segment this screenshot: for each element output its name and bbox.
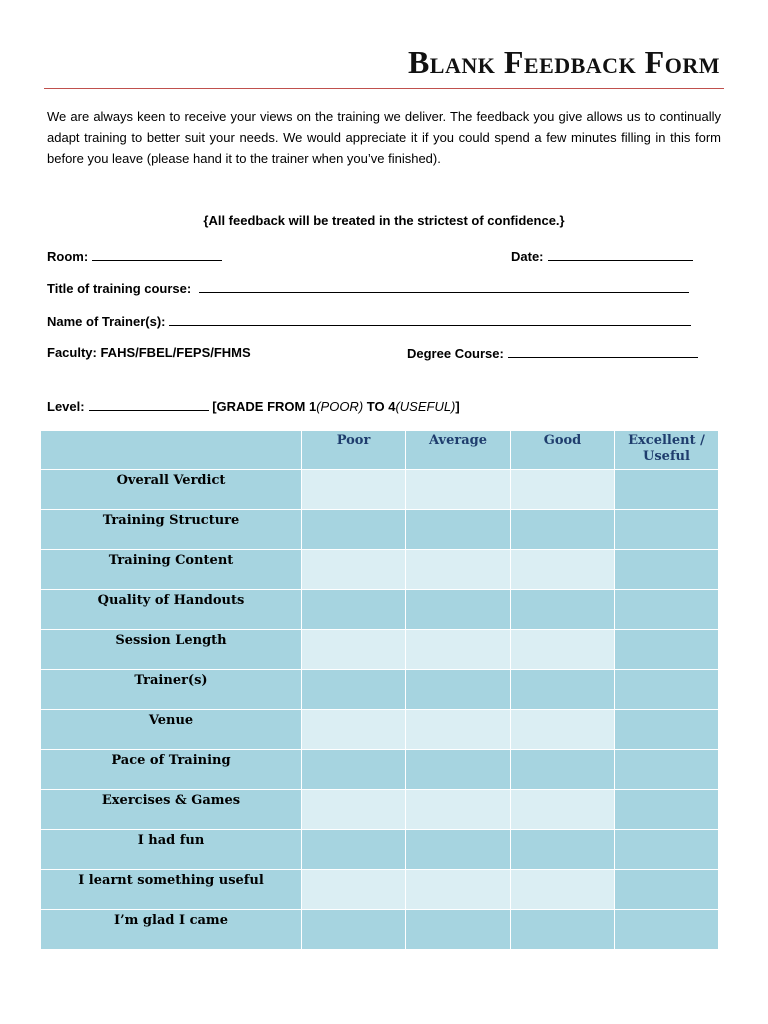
rating-cell-average[interactable]	[406, 830, 511, 870]
table-row	[41, 750, 719, 790]
criterion-label: I’m glad I came	[41, 910, 302, 950]
rating-cell-average[interactable]	[406, 790, 511, 830]
rating-cell-excellent[interactable]	[615, 750, 719, 790]
course-title-input-line[interactable]	[199, 280, 689, 293]
course-title-label: Title of training course:	[47, 281, 192, 296]
trainer-label: Name of Trainer(s):	[47, 314, 166, 329]
rating-cell-excellent[interactable]	[615, 790, 719, 830]
rating-cell-average[interactable]	[406, 670, 511, 710]
rating-cell-excellent[interactable]	[615, 870, 719, 910]
trainer-field	[47, 313, 691, 329]
table-row	[41, 910, 719, 950]
rating-cell-poor[interactable]	[302, 910, 406, 950]
table-row	[41, 830, 719, 870]
rating-cell-good[interactable]	[511, 630, 615, 670]
rating-cell-excellent[interactable]	[615, 830, 719, 870]
table-row	[41, 470, 719, 510]
page-title: Blank Feedback Form	[407, 44, 720, 80]
rating-cell-poor[interactable]	[302, 670, 406, 710]
rating-cell-good[interactable]	[511, 590, 615, 630]
degree-course-field	[407, 345, 698, 361]
rating-cell-average[interactable]	[406, 590, 511, 630]
degree-course-label: Degree Course:	[407, 346, 504, 361]
room-input-line[interactable]	[92, 248, 222, 261]
criterion-label: Quality of Handouts	[41, 590, 302, 630]
rating-cell-poor[interactable]	[302, 870, 406, 910]
header-average: Average	[406, 431, 511, 470]
room-label: Room:	[47, 249, 89, 264]
table-row	[41, 630, 719, 670]
table-row	[41, 590, 719, 630]
rating-cell-good[interactable]	[511, 830, 615, 870]
rating-cell-poor[interactable]	[302, 790, 406, 830]
header-item	[41, 431, 302, 470]
table-body	[41, 470, 719, 950]
rating-cell-poor[interactable]	[302, 710, 406, 750]
header-good: Good	[511, 431, 615, 470]
rating-cell-poor[interactable]	[302, 750, 406, 790]
rating-cell-good[interactable]	[511, 910, 615, 950]
rating-cell-poor[interactable]	[302, 550, 406, 590]
rating-cell-average[interactable]	[406, 910, 511, 950]
level-input-line[interactable]	[89, 398, 209, 411]
table-row	[41, 550, 719, 590]
criterion-label: Overall Verdict	[41, 470, 302, 510]
criterion-label: Trainer(s)	[41, 670, 302, 710]
rating-cell-average[interactable]	[406, 630, 511, 670]
criterion-label: Training Structure	[41, 510, 302, 550]
table-row	[41, 670, 719, 710]
rating-cell-good[interactable]	[511, 550, 615, 590]
table-row	[41, 510, 719, 550]
rating-cell-poor[interactable]	[302, 510, 406, 550]
confidentiality-note: {All feedback will be treated in the strictest of confidence.}	[203, 213, 565, 228]
criterion-label: Exercises & Games	[41, 790, 302, 830]
table-row	[41, 870, 719, 910]
rating-cell-good[interactable]	[511, 750, 615, 790]
rating-cell-good[interactable]	[511, 790, 615, 830]
level-field	[47, 398, 460, 414]
feedback-rating-table	[40, 430, 719, 950]
header-excellent-useful: Excellent / Useful	[615, 431, 719, 470]
criterion-label: Training Content	[41, 550, 302, 590]
table-row	[41, 790, 719, 830]
rating-cell-excellent[interactable]	[615, 550, 719, 590]
rating-cell-excellent[interactable]	[615, 710, 719, 750]
grade-scale-note	[212, 399, 460, 414]
degree-course-input-line[interactable]	[508, 345, 698, 358]
room-field	[47, 248, 222, 264]
date-label: Date:	[511, 249, 544, 264]
rating-cell-poor[interactable]	[302, 630, 406, 670]
criterion-label: I learnt something useful	[41, 870, 302, 910]
criterion-label: Session Length	[41, 630, 302, 670]
rating-cell-poor[interactable]	[302, 590, 406, 630]
date-input-line[interactable]	[548, 248, 693, 261]
faculty-label: Faculty: FAHS/FBEL/FEPS/FHMS	[47, 345, 251, 360]
table-header-row	[41, 431, 719, 470]
title-divider	[44, 88, 724, 89]
rating-cell-excellent[interactable]	[615, 630, 719, 670]
grade-useful: (USEFUL)	[395, 399, 456, 414]
course-title-field	[47, 280, 689, 296]
criterion-label: I had fun	[41, 830, 302, 870]
rating-cell-average[interactable]	[406, 510, 511, 550]
grade-poor: (POOR)	[316, 399, 364, 414]
trainer-input-line[interactable]	[169, 313, 691, 326]
intro-paragraph: We are always keen to receive your views on the training we deliver. The feedback you give allows us to continually adapt training to better suit your needs. We would appreciate it if you could spend a few minutes filling in this form before you leave (please hand it to the trainer when you’ve finished).	[47, 109, 721, 166]
rating-cell-good[interactable]	[511, 670, 615, 710]
rating-cell-excellent[interactable]	[615, 670, 719, 710]
criterion-label: Pace of Training	[41, 750, 302, 790]
date-field	[511, 248, 693, 264]
faculty-field	[47, 345, 251, 360]
header-poor: Poor	[302, 431, 406, 470]
table-row	[41, 710, 719, 750]
rating-cell-excellent[interactable]	[615, 910, 719, 950]
rating-cell-average[interactable]	[406, 870, 511, 910]
grade-prefix: [GRADE FROM 1	[212, 399, 317, 414]
level-label: Level:	[47, 399, 85, 414]
rating-cell-excellent[interactable]	[615, 510, 719, 550]
grade-mid: TO 4	[363, 399, 396, 414]
rating-cell-excellent[interactable]	[615, 590, 719, 630]
rating-cell-good[interactable]	[511, 510, 615, 550]
grade-suffix: ]	[455, 399, 460, 414]
rating-cell-average[interactable]	[406, 550, 511, 590]
criterion-label: Venue	[41, 710, 302, 750]
rating-cell-excellent[interactable]	[615, 470, 719, 510]
rating-cell-poor[interactable]	[302, 830, 406, 870]
rating-cell-average[interactable]	[406, 470, 511, 510]
rating-cell-average[interactable]	[406, 750, 511, 790]
rating-cell-good[interactable]	[511, 870, 615, 910]
rating-cell-average[interactable]	[406, 710, 511, 750]
rating-cell-poor[interactable]	[302, 470, 406, 510]
rating-cell-good[interactable]	[511, 470, 615, 510]
rating-cell-good[interactable]	[511, 710, 615, 750]
